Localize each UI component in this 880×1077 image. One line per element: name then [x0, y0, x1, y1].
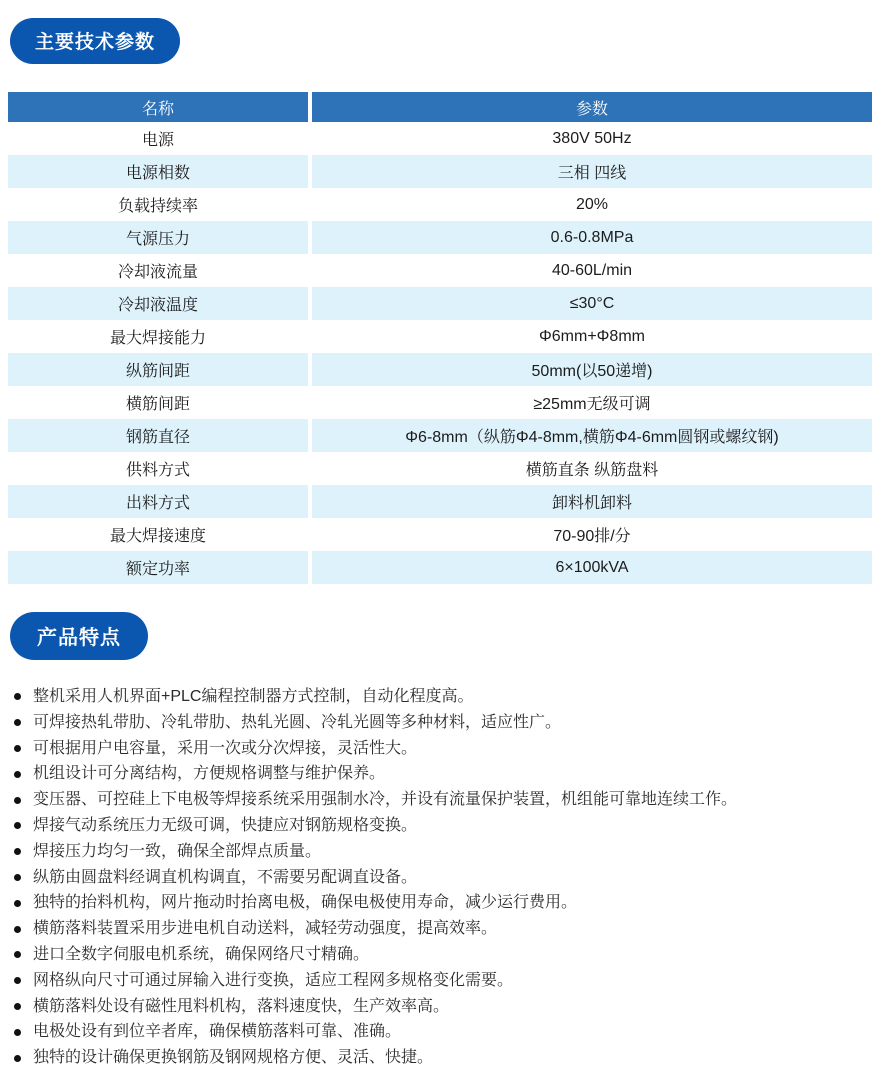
feature-text: 纵筋由圆盘料经调直机构调直，不需要另配调直设备。 [33, 868, 418, 886]
list-item [14, 916, 870, 942]
table-row [8, 353, 872, 386]
param-value-cell: 6×100kVA [310, 551, 872, 584]
param-name-cell: 电源相数 [8, 155, 310, 188]
feature-text: 电极处设有到位辛者库，确保横筋落料可靠、准确。 [33, 1023, 402, 1041]
param-name-cell: 纵筋间距 [8, 353, 310, 386]
param-name-cell: 最大焊接能力 [8, 320, 310, 353]
feature-text: 机组设计可分离结构，方便规格调整与维护保养。 [33, 765, 386, 783]
bullet-icon [14, 951, 21, 958]
bullet-icon [14, 874, 21, 881]
param-value-cell: 380V 50Hz [552, 129, 632, 147]
list-item [14, 761, 870, 787]
section-badge-tech-params: 主要技术参数 [10, 18, 180, 64]
bullet-icon [14, 1029, 21, 1036]
feature-text: 可根据用户电容量，采用一次或分次焊接，灵活性大。 [33, 739, 418, 757]
list-item [14, 1019, 870, 1045]
param-value-cell: 0.6-0.8MPa [310, 221, 872, 254]
feature-text: 独特的设计确保更换钢筋及钢网规格方便、灵活、快捷。 [33, 1049, 434, 1067]
param-name-cell: 钢筋直径 [8, 419, 310, 452]
list-item [14, 839, 870, 865]
bullet-icon [14, 745, 21, 752]
param-value-cell: 50mm(以50递增) [310, 353, 872, 386]
param-value-cell: 横筋直条 纵筋盘料 [525, 462, 659, 479]
feature-text: 焊接气动系统压力无级可调，快捷应对钢筋规格变换。 [33, 816, 418, 834]
table-row [8, 551, 872, 584]
table-row [8, 485, 872, 518]
list-item [14, 942, 870, 968]
feature-text: 整机采用人机界面+PLC编程控制器方式控制，自动化程度高。 [33, 688, 474, 705]
table-row [8, 188, 872, 221]
feature-text: 网格纵向尺寸可通过屏输入进行变换，适应工程网多规格变化需要。 [33, 971, 514, 989]
list-item [14, 813, 870, 839]
param-value-cell: ≥25mm无级可调 [533, 396, 651, 413]
param-name-cell: 最大焊接速度 [8, 518, 310, 551]
table-row [8, 419, 872, 452]
list-item [14, 787, 870, 813]
list-item [14, 968, 870, 994]
list-item [14, 865, 870, 891]
param-value-cell: 40-60L/min [551, 261, 633, 279]
param-name-cell: 电源 [8, 122, 310, 155]
param-name-cell: 出料方式 [8, 485, 310, 518]
table-row [8, 287, 872, 320]
feature-text: 横筋落料装置采用步进电机自动送料，减轻劳动强度，提高效率。 [33, 920, 498, 938]
feature-text: 独特的抬料机构，网片拖动时抬离电极，确保电极使用寿命，减少运行费用。 [33, 894, 578, 912]
table-row [8, 155, 872, 188]
bullet-icon [14, 771, 21, 778]
column-header-value: 参数 [310, 92, 872, 122]
table-row [8, 122, 872, 155]
table-row [8, 221, 872, 254]
param-name-cell: 气源压力 [8, 221, 310, 254]
list-item [14, 736, 870, 762]
feature-text: 变压器、可控硅上下电极等焊接系统采用强制水冷，并设有流量保护装置，机组能可靠地连续工作。 [33, 791, 738, 809]
tech-params-table [8, 92, 872, 584]
bullet-icon [14, 693, 21, 700]
bullet-icon [14, 1003, 21, 1010]
table-row [8, 254, 872, 287]
section-badge-features: 产品特点 [10, 612, 148, 660]
list-item [14, 710, 870, 736]
param-value-cell: ≤30°C [310, 287, 872, 320]
bullet-icon [14, 797, 21, 804]
feature-list [0, 684, 880, 1071]
param-value-cell: 三相 四线 [310, 155, 872, 188]
param-name-cell: 冷却液流量 [8, 254, 310, 287]
feature-text: 横筋落料处设有磁性甩料机构，落料速度快，生产效率高。 [33, 997, 450, 1015]
bullet-icon [14, 1055, 21, 1062]
bullet-icon [14, 926, 21, 933]
param-value-cell: Φ6-8mm（纵筋Φ4-8mm,横筋Φ4-6mm圆钢或螺纹钢) [310, 419, 872, 452]
bullet-icon [14, 900, 21, 907]
param-name-cell: 供料方式 [8, 452, 310, 485]
list-item [14, 1045, 870, 1071]
table-row [8, 518, 872, 551]
bullet-icon [14, 719, 21, 726]
list-item [14, 890, 870, 916]
bullet-icon [14, 977, 21, 984]
bullet-icon [14, 848, 21, 855]
param-name-cell: 负载持续率 [8, 188, 310, 221]
param-value-cell: 20% [575, 195, 609, 213]
table-row [8, 452, 872, 485]
param-name-cell: 额定功率 [8, 551, 310, 584]
feature-text: 进口全数字伺服电机系统，确保网络尺寸精确。 [33, 945, 370, 963]
feature-text: 可焊接热轧带肋、冷轧带肋、热轧光圆、冷轧光圆等多种材料，适应性广。 [33, 713, 562, 731]
feature-text: 焊接压力均匀一致，确保全部焊点质量。 [33, 842, 322, 860]
table-header-row [8, 92, 872, 122]
param-value-cell: 卸料机卸料 [310, 485, 872, 518]
param-value-cell: Φ6mm+Φ8mm [539, 327, 645, 345]
table-row [8, 386, 872, 419]
list-item [14, 684, 870, 710]
param-name-cell: 横筋间距 [8, 386, 310, 419]
column-header-name: 名称 [8, 92, 310, 122]
table-row [8, 320, 872, 353]
list-item [14, 994, 870, 1020]
param-value-cell: 70-90排/分 [553, 528, 631, 545]
param-name-cell: 冷却液温度 [8, 287, 310, 320]
bullet-icon [14, 822, 21, 829]
